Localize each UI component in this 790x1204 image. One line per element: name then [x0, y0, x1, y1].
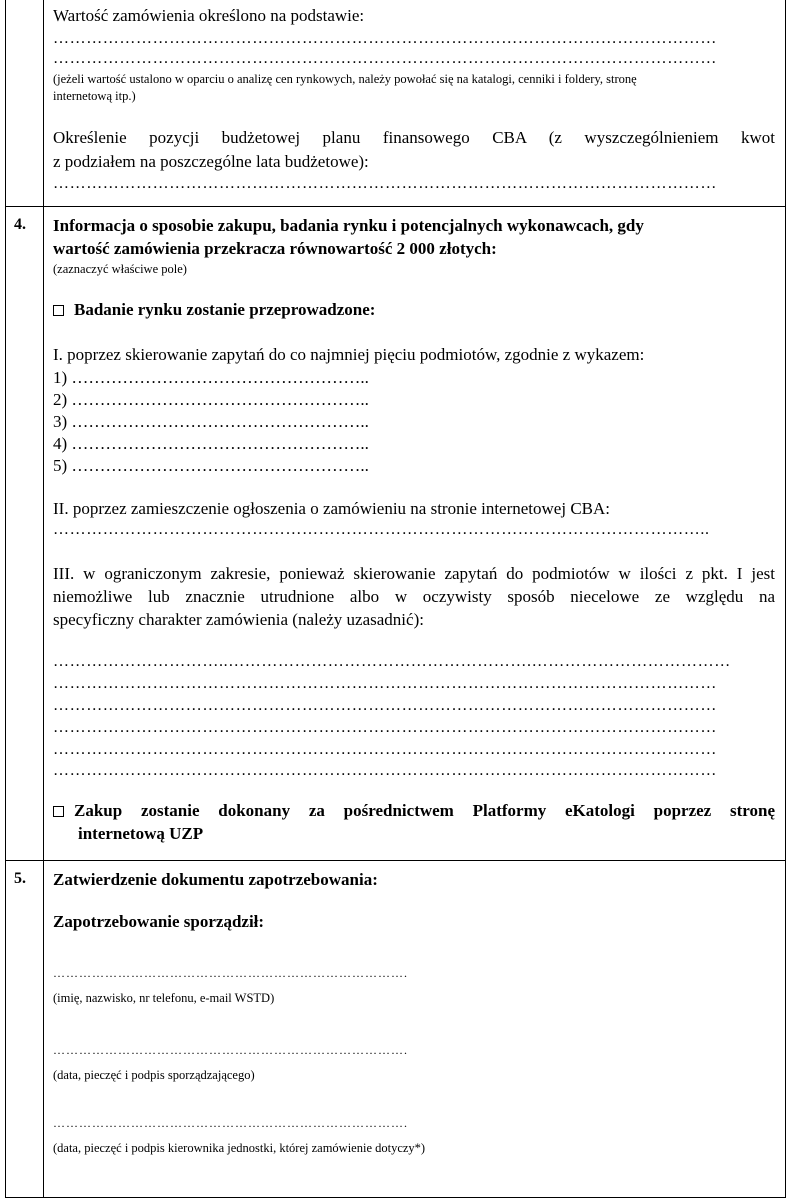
section-5-number: 5.	[14, 870, 26, 887]
justification-field-4[interactable]: …………………………………………………………………………………………………………	[53, 719, 717, 736]
option-2-text: II. poprzez zamieszczenie ogłoszenia o zamówieniu na stronie internetowej CBA:	[53, 499, 611, 518]
preparer-details-label: (imię, nazwisko, nr telefonu, e-mail WSTD)	[53, 991, 275, 1005]
table-column-divider	[43, 0, 44, 1198]
justification-field-6[interactable]: …………………………………………………………………………………………………………	[53, 762, 717, 779]
row-divider-4	[5, 206, 786, 207]
list-item-4[interactable]: 4) ……………………………………………..	[53, 434, 369, 453]
table-border-left	[5, 0, 6, 1198]
ekatalogi-label-line-2: internetową UZP	[78, 824, 204, 843]
unit-head-signature-field[interactable]: ……………………………………………………………………….	[53, 1116, 408, 1130]
ekatalogi-checkbox[interactable]	[53, 806, 64, 817]
market-research-label: Badanie rynku zostanie przeprowadzone:	[74, 300, 376, 319]
section-5-heading: Zatwierdzenie dokumentu zapotrzebowania:	[53, 870, 378, 889]
budget-position-field[interactable]: …………………………………………………………………………………………………………	[53, 175, 717, 192]
justification-field-2[interactable]: …………………………………………………………………………………………………………	[53, 675, 717, 692]
market-research-checkbox[interactable]	[53, 305, 64, 316]
prepared-by-heading: Zapotrzebowanie sporządził:	[53, 912, 265, 931]
option-2-field[interactable]: ………………………………………………………………………………………………………..	[53, 521, 710, 538]
budget-position-line-1: Określenie pozycji budżetowej planu finansowego CBA (z wyszczególnieniem kwot	[53, 128, 775, 147]
row-divider-5	[5, 860, 786, 861]
ekatalogi-label-line-1: Zakup zostanie dokonany za pośrednictwem Platformy eKatologi poprzez stronę	[74, 801, 775, 820]
section-4-heading-line-1: Informacja o sposobie zakupu, badania rynku i potencjalnych wykonawcach, gdy	[53, 216, 644, 235]
order-value-note-line-1: (jeżeli wartość ustalono w oparciu o analizę cen rynkowych, należy powołać się na katalogi, cenniki i foldery, stronę	[53, 72, 637, 86]
preparer-signature-field[interactable]: ……………………………………………………………………….	[53, 1043, 408, 1057]
preparer-details-field[interactable]: ……………………………………………………………………….	[53, 966, 408, 980]
option-1-text: I. poprzez skierowanie zapytań do co najmniej pięciu podmiotów, zgodnie z wykazem:	[53, 345, 645, 364]
option-3-line-1: III. w ograniczonym zakresie, ponieważ skierowanie zapytań do podmiotów w ilości z pkt. I jest	[53, 564, 775, 583]
justification-field-1[interactable]: …………………………..……………………………………………….………………………………	[53, 653, 731, 670]
order-value-basis-field-2[interactable]: …………………………………………………………………………………………………………	[53, 50, 717, 67]
market-research-option[interactable]	[53, 300, 375, 320]
justification-field-5[interactable]: …………………………………………………………………………………………………………	[53, 741, 717, 758]
preparer-signature-label: (data, pieczęć i podpis sporządzającego)	[53, 1068, 255, 1082]
justification-field-3[interactable]: …………………………………………………………………………………………………………	[53, 697, 717, 714]
section-4-heading-line-2: wartość zamówienia przekracza równowartość 2 000 złotych:	[53, 239, 497, 258]
order-value-basis-label: Wartość zamówienia określono na podstawie:	[53, 6, 365, 25]
unit-head-signature-label: (data, pieczęć i podpis kierownika jednostki, której zamówienie dotyczy*)	[53, 1141, 426, 1155]
section-4-note: (zaznaczyć właściwe pole)	[53, 262, 187, 276]
section-4-number: 4.	[14, 216, 26, 233]
budget-position-line-2: z podziałem na poszczególne lata budżetowe):	[53, 152, 369, 171]
option-3-line-2: niemożliwe lub znacznie utrudnione albo w oczywisty sposób niecelowe ze względu na	[53, 587, 775, 606]
order-value-basis-field-1[interactable]: …………………………………………………………………………………………………………	[53, 30, 717, 47]
table-border-bottom	[5, 1197, 786, 1198]
option-3-line-3: specyficzny charakter zamówienia (należy uzasadnić):	[53, 610, 424, 629]
table-border-right	[785, 0, 786, 1198]
order-value-note-line-2: internetową itp.)	[53, 89, 136, 103]
list-item-5[interactable]: 5) ……………………………………………..	[53, 456, 369, 475]
list-item-2[interactable]: 2) ……………………………………………..	[53, 390, 369, 409]
list-item-3[interactable]: 3) ……………………………………………..	[53, 412, 369, 431]
list-item-1[interactable]: 1) ……………………………………………..	[53, 368, 369, 387]
